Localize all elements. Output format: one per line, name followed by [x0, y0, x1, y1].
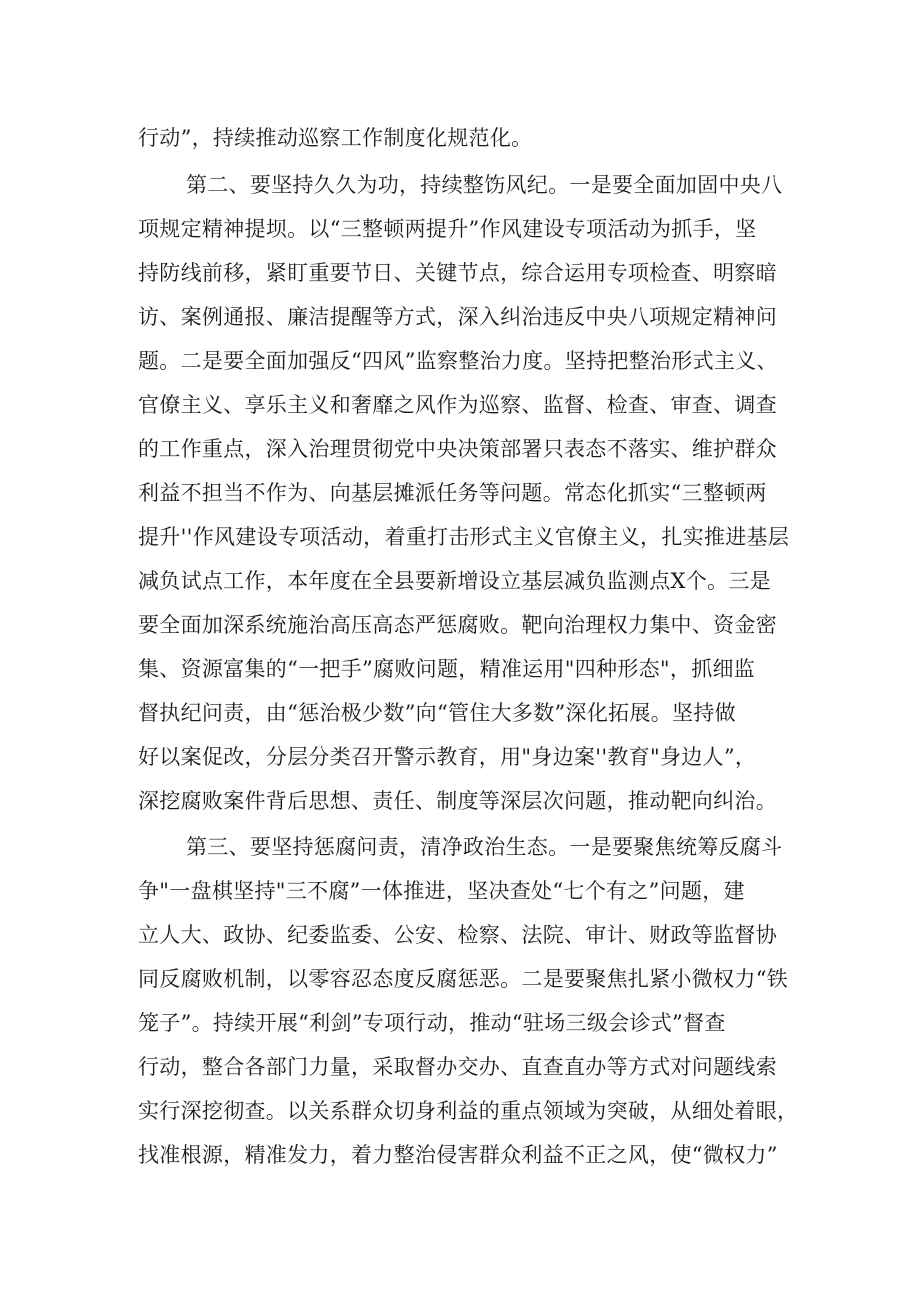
text-line-13: 集、资源富集的“一把手”腐败问题，精准运用"四种形态"，抓细监	[138, 657, 756, 681]
text-line-5: 访、案例通报、廉洁提醒等方式，深入纠治违反中央八项规定精神问	[138, 305, 777, 329]
text-line-24: 找准根源，精准发力，着力整治侵害群众利益不正之风，使“微权力”	[138, 1143, 778, 1167]
text-line-19: 立人大、政协、纪委监委、公安、检察、法院、审计、财政等监督协	[138, 923, 777, 947]
text-line-16: 深挖腐败案件背后思想、责任、制度等深层次问题，推动靶向纠治。	[138, 789, 777, 813]
text-line-20: 同反腐败机制，以零容忍态度反腐惩恶。二是要聚焦扎紧小微权力“铁	[138, 967, 789, 991]
text-line-22: 行动，整合各部门力量，采取督办交办、直查直办等方式对问题线索	[138, 1055, 777, 1079]
text-line-23: 实行深挖彻查。以关系群众切身利益的重点领域为突破，从细处着眼，	[138, 1099, 798, 1123]
text-line-17: 第三、要坚持惩腐问责，清净政治生态。一是要聚焦统筹反腐斗	[186, 835, 783, 859]
text-line-21: 笼子”。持续开展“利剑”专项行动，推动“驻场三级会诊式”督查	[138, 1011, 726, 1035]
text-line-15: 好以案促改，分层分类召开警示教育，用"身边案''教育"身边人”，	[138, 745, 757, 769]
text-line-11: 减负试点工作，本年度在全县要新增设立基层减负监测点X个。三是	[138, 569, 771, 593]
text-line-1: 行动”，持续推动巡察工作制度化规范化。	[138, 126, 533, 150]
text-line-2: 第二、要坚持久久为功，持续整饬风纪。一是要全面加固中央八	[186, 173, 783, 197]
text-line-6: 题。二是要全面加强反“四风”监察整治力度。坚持把整治形式主义、	[138, 349, 778, 373]
text-line-18: 争"一盘棋坚持"三不腐”一体推进，坚决查处“七个有之”问题，建	[138, 879, 745, 903]
text-line-3: 项规定精神提坝。以“三整顿两提升”作风建设专项活动为抓手，坚	[138, 217, 757, 241]
text-line-14: 督执纪问责，由“惩治极少数”向“管住大多数”深化拓展。坚持做	[138, 701, 736, 725]
text-line-7: 官僚主义、享乐主义和奢靡之风作为巡察、监督、检查、审查、调查	[138, 393, 777, 417]
text-line-12: 要全面加深系统施治高压高态严惩腐败。靶向治理权力集中、资金密	[138, 613, 777, 637]
text-line-8: 的工作重点，深入治理贯彻党中央决策部署只表态不落实、维护群众	[138, 437, 777, 461]
text-line-10: 提升''作风建设专项活动，着重打击形式主义官僚主义，扎实推进基层	[138, 525, 790, 549]
text-line-9: 利益不担当不作为、向基层摊派任务等问题。常态化抓实“三整顿两	[138, 481, 767, 505]
text-line-4: 持防线前移，紧盯重要节日、关键节点，综合运用专项检查、明察暗	[138, 261, 777, 285]
